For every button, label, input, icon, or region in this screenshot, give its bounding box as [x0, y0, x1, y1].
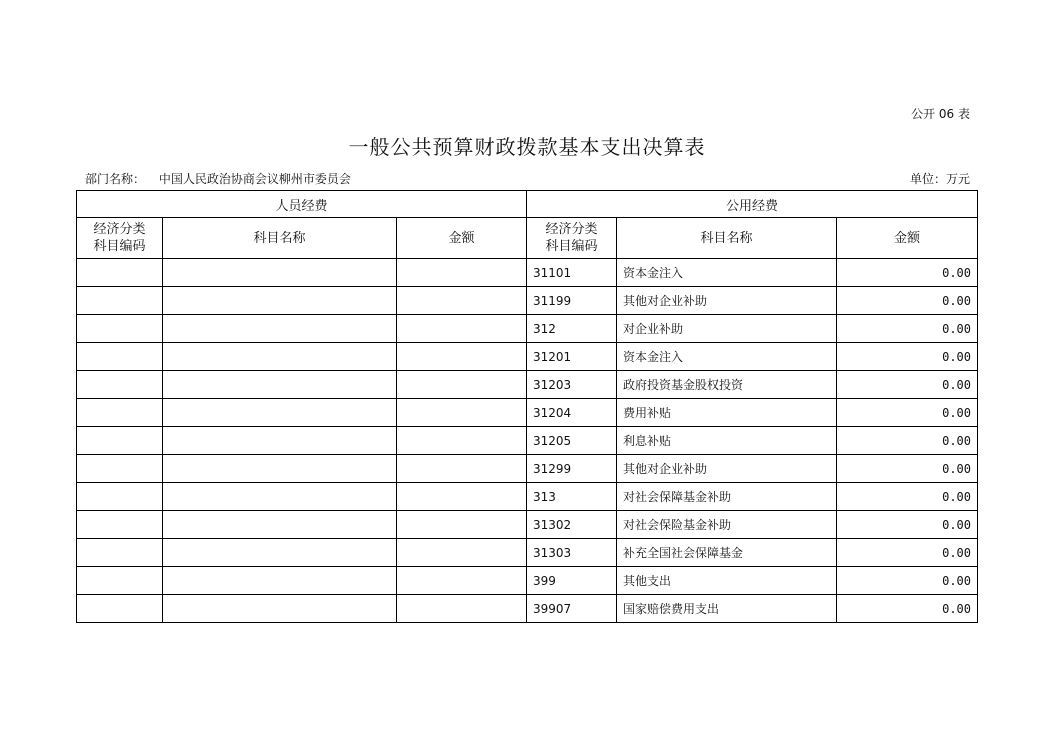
personnel-code-cell: [77, 455, 163, 483]
personnel-amount-cell: [397, 371, 527, 399]
personnel-subject-cell: [163, 371, 397, 399]
code-header-line1: 经济分类: [545, 222, 598, 237]
code-header-line2: 科目编码: [545, 239, 598, 254]
personnel-expense-header: 人员经费: [77, 191, 527, 218]
public-code-cell: 31302: [527, 511, 617, 539]
table-group-header-row: [77, 191, 978, 218]
table-row: [77, 343, 978, 371]
table-row: [77, 539, 978, 567]
personnel-subject-cell: [163, 315, 397, 343]
public-subject-cell: 对社会保险基金补助: [617, 511, 837, 539]
table-row: [77, 371, 978, 399]
personnel-subject-cell: [163, 287, 397, 315]
page-title: 一般公共预算财政拨款基本支出决算表: [348, 135, 706, 159]
public-code-cell: 31201: [527, 343, 617, 371]
personnel-amount-cell: [397, 287, 527, 315]
public-subject-cell: 资本金注入: [617, 343, 837, 371]
public-amount-cell: 0.00: [837, 371, 978, 399]
public-subject-cell: 对社会保障基金补助: [617, 483, 837, 511]
personnel-amount-header: 金额: [397, 218, 527, 259]
personnel-code-cell: [77, 259, 163, 287]
public-code-cell: 31199: [527, 287, 617, 315]
unit-label: 单位：万元: [909, 172, 970, 186]
personnel-code-cell: [77, 371, 163, 399]
personnel-amount-cell: [397, 455, 527, 483]
table-row: [77, 455, 978, 483]
personnel-code-cell: [77, 511, 163, 539]
personnel-subject-cell: [163, 539, 397, 567]
public-code-cell: 312: [527, 315, 617, 343]
public-code-cell: 399: [527, 567, 617, 595]
table-row: [77, 567, 978, 595]
department-name: 中国人民政治协商会议柳州市委员会: [158, 172, 351, 186]
personnel-code-cell: [77, 595, 163, 623]
personnel-subject-cell: [163, 595, 397, 623]
personnel-code-cell: [77, 427, 163, 455]
public-amount-cell: 0.00: [837, 427, 978, 455]
public-subject-cell: 其他对企业补助: [617, 455, 837, 483]
personnel-subject-cell: [163, 455, 397, 483]
personnel-code-header: [77, 218, 163, 259]
public-expense-header: 公用经费: [527, 191, 978, 218]
personnel-code-cell: [77, 399, 163, 427]
public-subject-cell: 其他支出: [617, 567, 837, 595]
public-subject-cell: 其他对企业补助: [617, 287, 837, 315]
public-amount-header: 金额: [837, 218, 978, 259]
personnel-amount-cell: [397, 427, 527, 455]
personnel-subject-header: 科目名称: [163, 218, 397, 259]
personnel-amount-cell: [397, 343, 527, 371]
table-row: [77, 511, 978, 539]
public-code-cell: 313: [527, 483, 617, 511]
personnel-amount-cell: [397, 511, 527, 539]
public-subject-cell: 对企业补助: [617, 315, 837, 343]
public-subject-cell: 国家赔偿费用支出: [617, 595, 837, 623]
public-subject-cell: 补充全国社会保障基金: [617, 539, 837, 567]
personnel-subject-cell: [163, 511, 397, 539]
table-row: [77, 427, 978, 455]
table-row: [77, 483, 978, 511]
code-header-line1: 经济分类: [93, 222, 146, 237]
personnel-subject-cell: [163, 483, 397, 511]
public-amount-cell: 0.00: [837, 315, 978, 343]
public-amount-cell: 0.00: [837, 595, 978, 623]
public-subject-header: 科目名称: [617, 218, 837, 259]
personnel-amount-cell: [397, 567, 527, 595]
code-header-line2: 科目编码: [93, 239, 146, 254]
table-column-header-row: [77, 218, 978, 259]
personnel-amount-cell: [397, 399, 527, 427]
table-row: [77, 315, 978, 343]
personnel-code-cell: [77, 343, 163, 371]
public-code-cell: 31299: [527, 455, 617, 483]
public-amount-cell: 0.00: [837, 539, 978, 567]
table-row: [77, 595, 978, 623]
department-line: [85, 170, 351, 187]
public-subject-cell: 资本金注入: [617, 259, 837, 287]
personnel-amount-cell: [397, 315, 527, 343]
expenditure-table: [76, 190, 978, 623]
personnel-subject-cell: [163, 343, 397, 371]
public-code-header: [527, 218, 617, 259]
department-label: 部门名称：: [85, 172, 146, 186]
public-subject-cell: 费用补贴: [617, 399, 837, 427]
personnel-subject-cell: [163, 399, 397, 427]
personnel-subject-cell: [163, 567, 397, 595]
public-subject-cell: 利息补贴: [617, 427, 837, 455]
personnel-amount-cell: [397, 595, 527, 623]
public-code-cell: 31203: [527, 371, 617, 399]
table-row: [77, 287, 978, 315]
public-amount-cell: 0.00: [837, 343, 978, 371]
public-code-cell: 31205: [527, 427, 617, 455]
personnel-code-cell: [77, 483, 163, 511]
public-code-cell: 39907: [527, 595, 617, 623]
personnel-code-cell: [77, 315, 163, 343]
form-number: 公开 06 表: [911, 107, 970, 121]
personnel-code-cell: [77, 539, 163, 567]
public-code-cell: 31303: [527, 539, 617, 567]
personnel-code-cell: [77, 287, 163, 315]
table-row: [77, 399, 978, 427]
public-amount-cell: 0.00: [837, 567, 978, 595]
personnel-amount-cell: [397, 539, 527, 567]
public-amount-cell: 0.00: [837, 483, 978, 511]
personnel-subject-cell: [163, 259, 397, 287]
public-amount-cell: 0.00: [837, 511, 978, 539]
public-subject-cell: 政府投资基金股权投资: [617, 371, 837, 399]
public-code-cell: 31101: [527, 259, 617, 287]
personnel-amount-cell: [397, 259, 527, 287]
table-row: [77, 259, 978, 287]
personnel-amount-cell: [397, 483, 527, 511]
personnel-code-cell: [77, 567, 163, 595]
public-amount-cell: 0.00: [837, 259, 978, 287]
public-code-cell: 31204: [527, 399, 617, 427]
public-amount-cell: 0.00: [837, 399, 978, 427]
personnel-subject-cell: [163, 427, 397, 455]
public-amount-cell: 0.00: [837, 455, 978, 483]
public-amount-cell: 0.00: [837, 287, 978, 315]
